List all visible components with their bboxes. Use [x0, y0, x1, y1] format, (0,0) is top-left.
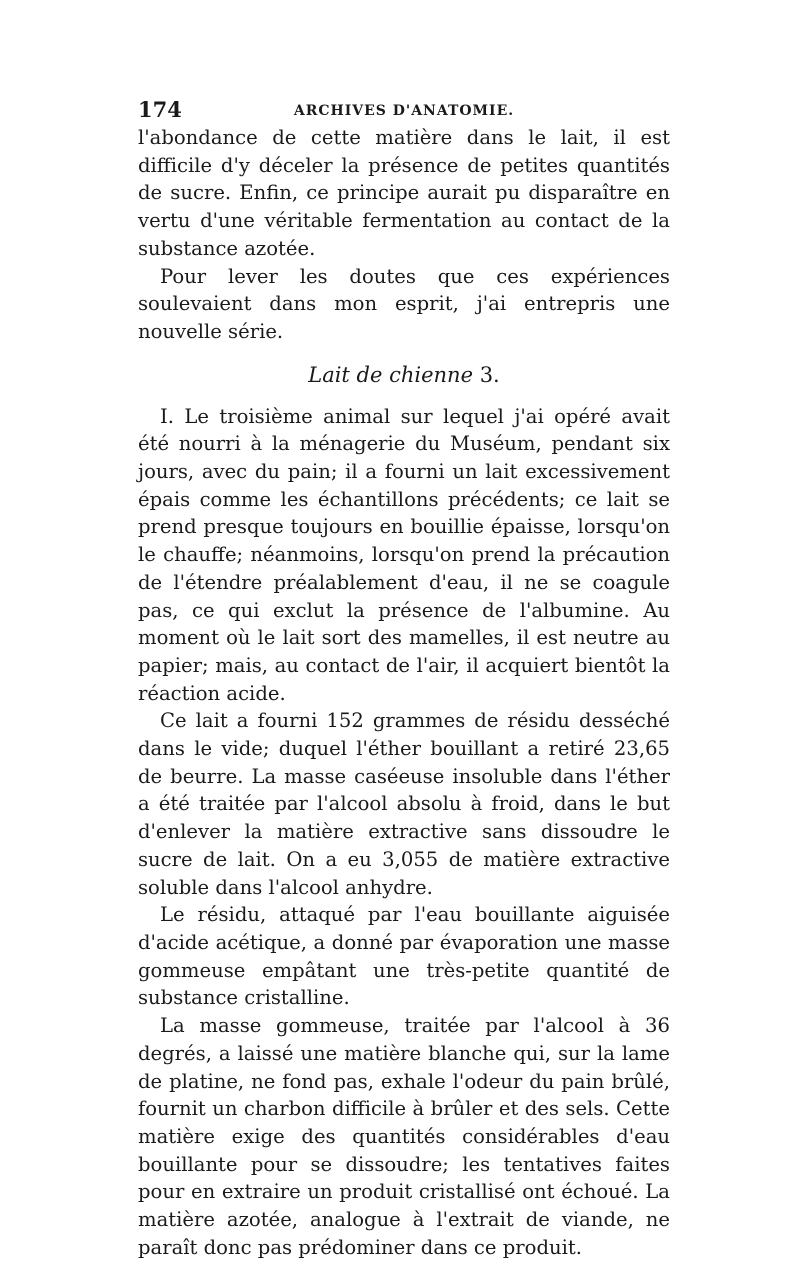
paragraph-continuation: l'abondance de cette matière dans le lait, il est difficile d'y déceler la présence de petites quantités de sucre. Enfin, ce principe aurait pu disparaître en vertu d'une véritable fermentation au contact de la substance azotée.: [138, 126, 670, 260]
paragraph-alcohol-treatment: La masse gommeuse, traitée par l'alcool à 36 degrés, a laissé une matière blanche qui, sur la lame de platine, ne fond pas, exhale l'odeur du pain brûlé, fournit un charbon difficile à brûler et des sels. Cette matière exige des quantités considérables d'eau bouillante pour se dissoudre; les tentatives faites pour en extraire un produit cristallisé ont échoué. La matière azotée, analogue à l'extrait de viande, ne paraît donc pas prédominer dans ce produit.: [138, 1014, 670, 1259]
paragraph-new-series: Pour lever les doutes que ces expériences soulevaient dans mon esprit, j'ai entrepris une nouvelle série.: [138, 264, 670, 343]
paragraph-animal-description: I. Le troisième animal sur lequel j'ai opéré avait été nourri à la ménagerie du Muséum, pendant six jours, avec du pain; il a fourni un lait excessivement épais comme les échantillons précédents; ce lait se prend presque toujours en bouillie épaisse, lorsqu'on le chauffe; néanmoins, lorsqu'on prend la précaution de l'étendre préalablement d'eau, il ne se coagule pas, ce qui exclut la présence de l'albumine. Au moment où le lait sort des mamelles, il est neutre au papier; mais, au contact de l'air, il acquiert bientôt la réaction acide.: [138, 404, 670, 705]
paragraph-residue-analysis: Ce lait a fourni 152 grammes de résidu desséché dans le vide; duquel l'éther bouillant a retiré 23,65 de beurre. La masse caséeuse insoluble dans l'éther a été traitée par l'alcool absolu à froid, dans le but d'enlever la matière extractive sans dissoudre le sucre de lait. On a eu 3,055 de matière extractive soluble dans l'alcool anhydre.: [138, 709, 670, 899]
section-title: Lait de chienne: [308, 362, 473, 387]
section-number: 3.: [479, 362, 500, 387]
running-title: ARCHIVES D'ANATOMIE.: [293, 103, 515, 119]
paragraph-gummy-mass: Le résidu, attaqué par l'eau bouillante aiguisée d'acide acétique, a donné par évaporation une masse gommeuse empâtant une très-petite quantité de substance cristalline.: [138, 903, 670, 1010]
running-head: [138, 96, 670, 124]
section-heading: [138, 361, 670, 389]
page-number: 174: [138, 97, 182, 122]
book-page: [138, 96, 670, 1261]
